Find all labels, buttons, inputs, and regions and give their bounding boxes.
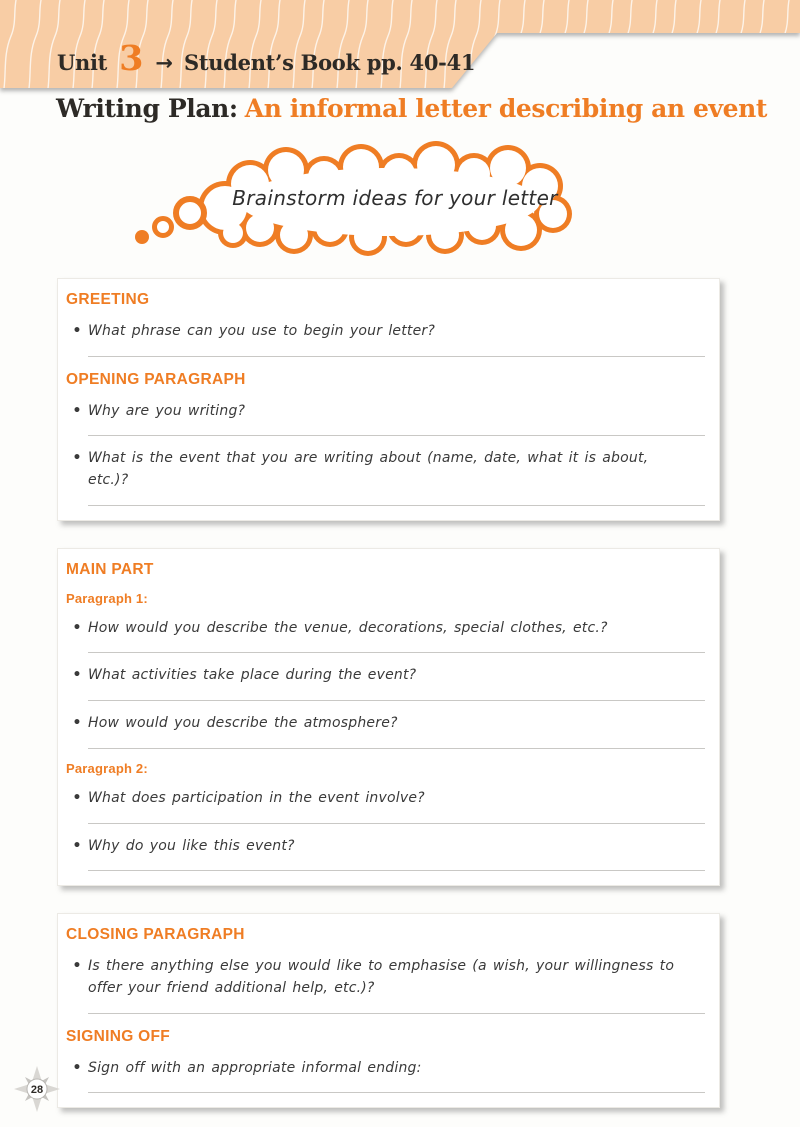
section-heading: OPENING PARAGRAPH bbox=[66, 370, 246, 388]
thought-dot-medium bbox=[155, 219, 172, 236]
answer-line bbox=[88, 652, 705, 653]
section-box-main-part bbox=[57, 548, 720, 886]
section-heading: SIGNING OFF bbox=[66, 1027, 171, 1045]
question-item bbox=[66, 1058, 711, 1080]
answer-line bbox=[88, 700, 705, 701]
question-text: What does participation in the event involve? bbox=[88, 789, 425, 806]
title-prefix: Writing Plan: bbox=[56, 94, 238, 123]
page-number: 28 bbox=[30, 1084, 44, 1096]
unit-header-band bbox=[0, 0, 800, 100]
unit-number: 3 bbox=[119, 38, 144, 79]
writing-plan-sections bbox=[57, 278, 720, 1127]
bullet-icon: • bbox=[72, 619, 82, 636]
section-box-closing-and-signing-off bbox=[57, 913, 720, 1108]
bullet-icon: • bbox=[72, 450, 82, 467]
question-text: Is there anything else you would like to emphasise (a wish, your willingness to offer your friend additional help, etc.)? bbox=[88, 958, 675, 996]
thought-dot-large bbox=[176, 199, 204, 227]
section-box-greeting-and-opening bbox=[57, 278, 720, 521]
answer-line bbox=[88, 823, 705, 824]
bullet-icon: • bbox=[72, 667, 82, 684]
answer-line bbox=[88, 435, 705, 436]
section-heading: GREETING bbox=[66, 291, 150, 308]
unit-header bbox=[57, 38, 475, 79]
question-text: How would you describe the venue, decorations, special clothes, etc.? bbox=[88, 619, 608, 636]
question-item bbox=[66, 713, 711, 735]
question-item bbox=[66, 448, 711, 491]
answer-line bbox=[88, 1013, 705, 1014]
question-text: What phrase can you use to begin your letter? bbox=[88, 323, 436, 339]
question-text: How would you describe the atmosphere? bbox=[88, 715, 398, 732]
paragraph-subheading: Paragraph 2: bbox=[66, 760, 148, 776]
question-item bbox=[66, 788, 711, 810]
question-text: Why do you like this event? bbox=[88, 837, 295, 854]
title-highlight: An informal letter describing an event bbox=[244, 94, 768, 123]
unit-label: Unit bbox=[57, 50, 108, 75]
arrow-icon: → bbox=[155, 51, 174, 75]
bullet-icon: • bbox=[72, 1059, 82, 1076]
question-text: What is the event that you are writing about (name, date, what it is about, etc.)? bbox=[88, 450, 649, 489]
answer-line bbox=[88, 356, 705, 357]
page-footer bbox=[13, 1065, 61, 1113]
answer-line bbox=[88, 870, 705, 871]
section-heading: CLOSING PARAGRAPH bbox=[66, 926, 245, 944]
brainstorm-bubble bbox=[100, 140, 620, 272]
page-title bbox=[56, 94, 767, 123]
thought-dot-small bbox=[135, 230, 149, 244]
bullet-icon: • bbox=[72, 323, 82, 339]
book-reference: Student’s Book pp. 40-41 bbox=[184, 50, 476, 75]
compass-star-icon bbox=[13, 1065, 61, 1113]
question-item bbox=[66, 321, 711, 343]
bullet-icon: • bbox=[72, 958, 82, 975]
question-text: What activities take place during the event? bbox=[88, 667, 417, 684]
paragraph-subheading: Paragraph 1: bbox=[66, 590, 148, 606]
bullet-icon: • bbox=[72, 837, 82, 854]
question-item bbox=[66, 956, 711, 999]
question-item bbox=[66, 401, 711, 423]
bullet-icon: • bbox=[72, 402, 82, 419]
question-text: Sign off with an appropriate informal ending: bbox=[88, 1059, 422, 1076]
bullet-icon: • bbox=[72, 715, 82, 732]
question-item bbox=[66, 665, 711, 687]
question-item bbox=[66, 618, 711, 640]
answer-line bbox=[88, 748, 705, 749]
bubble-text: Brainstorm ideas for your letter bbox=[232, 186, 558, 210]
answer-line bbox=[88, 505, 705, 506]
question-item bbox=[66, 836, 711, 858]
answer-line bbox=[88, 1092, 705, 1093]
section-heading: MAIN PART bbox=[66, 560, 154, 578]
question-text: Why are you writing? bbox=[88, 402, 246, 419]
bullet-icon: • bbox=[72, 789, 82, 806]
